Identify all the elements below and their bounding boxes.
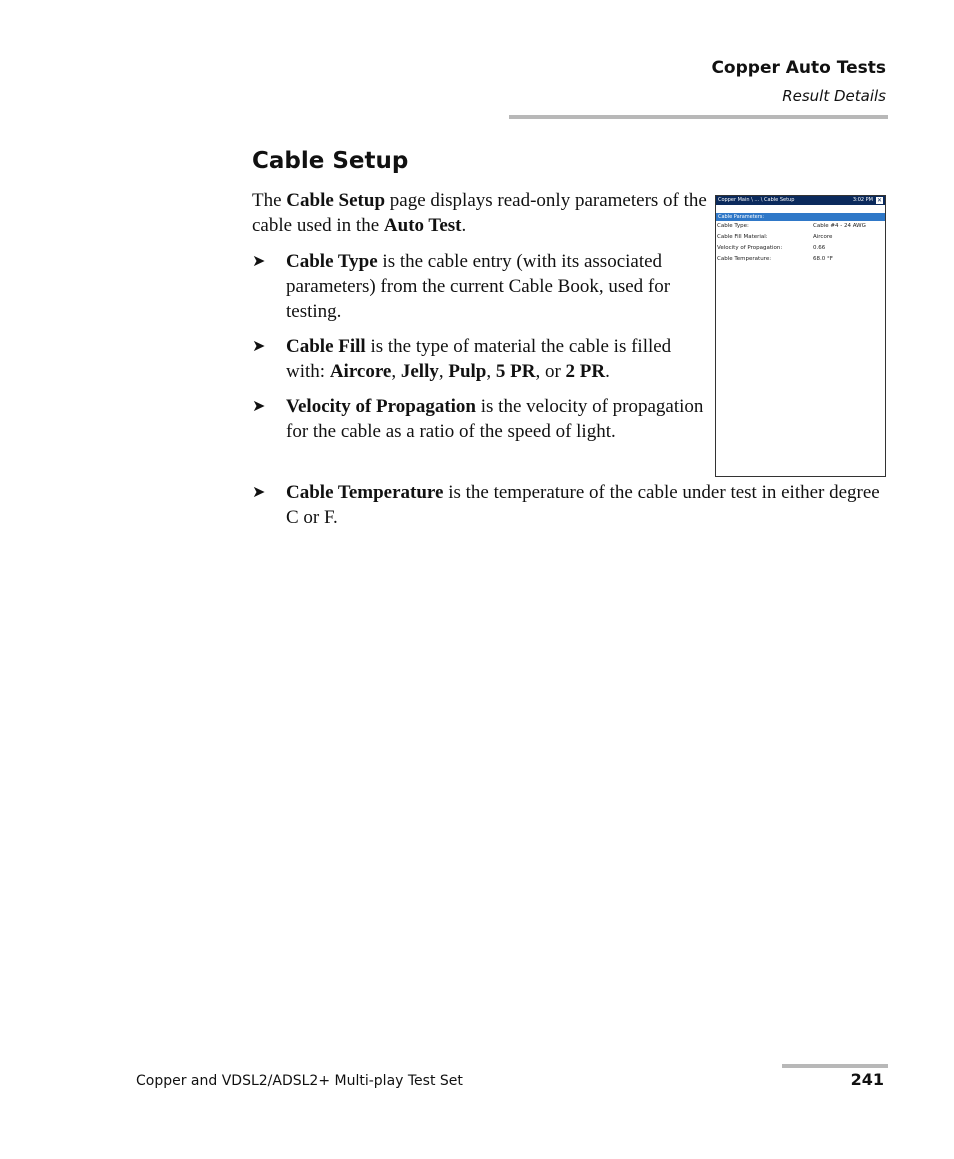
bullet-text: is the temperature of the cable under test in either degree C or F.	[286, 482, 880, 528]
intro-term-auto-test: Auto Test	[383, 215, 462, 236]
bullet-text: is the type of material the cable is filled with:	[286, 336, 672, 382]
fill-option-5pr: 5 PR	[495, 361, 536, 382]
device-breadcrumb: Copper Main \ ... \ Cable Setup	[718, 197, 795, 203]
footer-product-name: Copper and VDSL2/ADSL2+ Multi-play Test Set	[136, 1073, 463, 1089]
intro-text: .	[461, 215, 467, 236]
bullet-velocity	[252, 394, 714, 444]
fill-option-jelly: Jelly	[400, 361, 439, 382]
row-value: 0.66	[813, 245, 826, 251]
separator: ,	[391, 361, 401, 382]
bullet-arrow-icon: ➤	[252, 338, 266, 355]
bullet-term: Cable Fill	[286, 336, 366, 357]
intro-paragraph	[252, 188, 712, 238]
bullet-cable-fill	[252, 334, 714, 384]
footer-rule	[782, 1064, 888, 1068]
bullet-arrow-icon: ➤	[252, 484, 266, 501]
device-section-header: Cable Parameters:	[716, 213, 885, 221]
close-icon: ✕	[876, 197, 883, 204]
bullet-text: is the cable entry (with its associated parameters) from the current Cable Book, used for testing.	[286, 251, 671, 322]
header-rule	[509, 115, 888, 119]
page-number: 241	[850, 1070, 884, 1089]
bullet-term: Cable Temperature	[286, 482, 444, 503]
row-value: Cable #4 - 24 AWG	[813, 223, 866, 229]
intro-text: The	[252, 190, 287, 211]
running-head	[711, 57, 886, 106]
row-value: Aircore	[813, 234, 833, 240]
device-clock: 3:02 PM	[852, 197, 873, 203]
bullet-arrow-icon: ➤	[252, 398, 266, 415]
bullet-arrow-icon: ➤	[252, 253, 266, 270]
fill-option-aircore: Aircore	[329, 361, 392, 382]
intro-text: page displays read-only parameters of the cable used in the	[252, 190, 707, 236]
separator: ,	[486, 361, 496, 382]
bullet-temperature	[252, 480, 892, 530]
device-row-cable-type	[716, 221, 885, 232]
fill-option-pulp: Pulp	[448, 361, 487, 382]
separator: .	[605, 361, 610, 382]
device-row-cable-fill	[716, 232, 885, 243]
separator: , or	[535, 361, 566, 382]
row-label: Cable Temperature:	[717, 256, 772, 262]
intro-term-cable-setup: Cable Setup	[286, 190, 386, 211]
row-label: Cable Fill Material:	[717, 234, 768, 240]
device-screenshot	[715, 195, 886, 477]
row-label: Velocity of Propagation:	[717, 245, 783, 251]
row-label: Cable Type:	[717, 223, 749, 229]
section-subtitle: Result Details	[782, 87, 886, 105]
bullet-cable-type	[252, 249, 714, 324]
chapter-title: Copper Auto Tests	[711, 58, 886, 78]
device-titlebar	[716, 196, 885, 205]
row-value: 68.0 °F	[813, 256, 833, 262]
device-row-velocity	[716, 243, 885, 254]
separator: ,	[438, 361, 449, 382]
fill-option-2pr: 2 PR	[565, 361, 606, 382]
bullet-text: is the velocity of propagation for the cable as a ratio of the speed of light.	[286, 396, 704, 442]
bullet-term: Cable Type	[286, 251, 378, 272]
bullet-term: Velocity of Propagation	[286, 396, 476, 417]
device-row-temperature	[716, 254, 885, 265]
page-title: Cable Setup	[252, 148, 409, 174]
